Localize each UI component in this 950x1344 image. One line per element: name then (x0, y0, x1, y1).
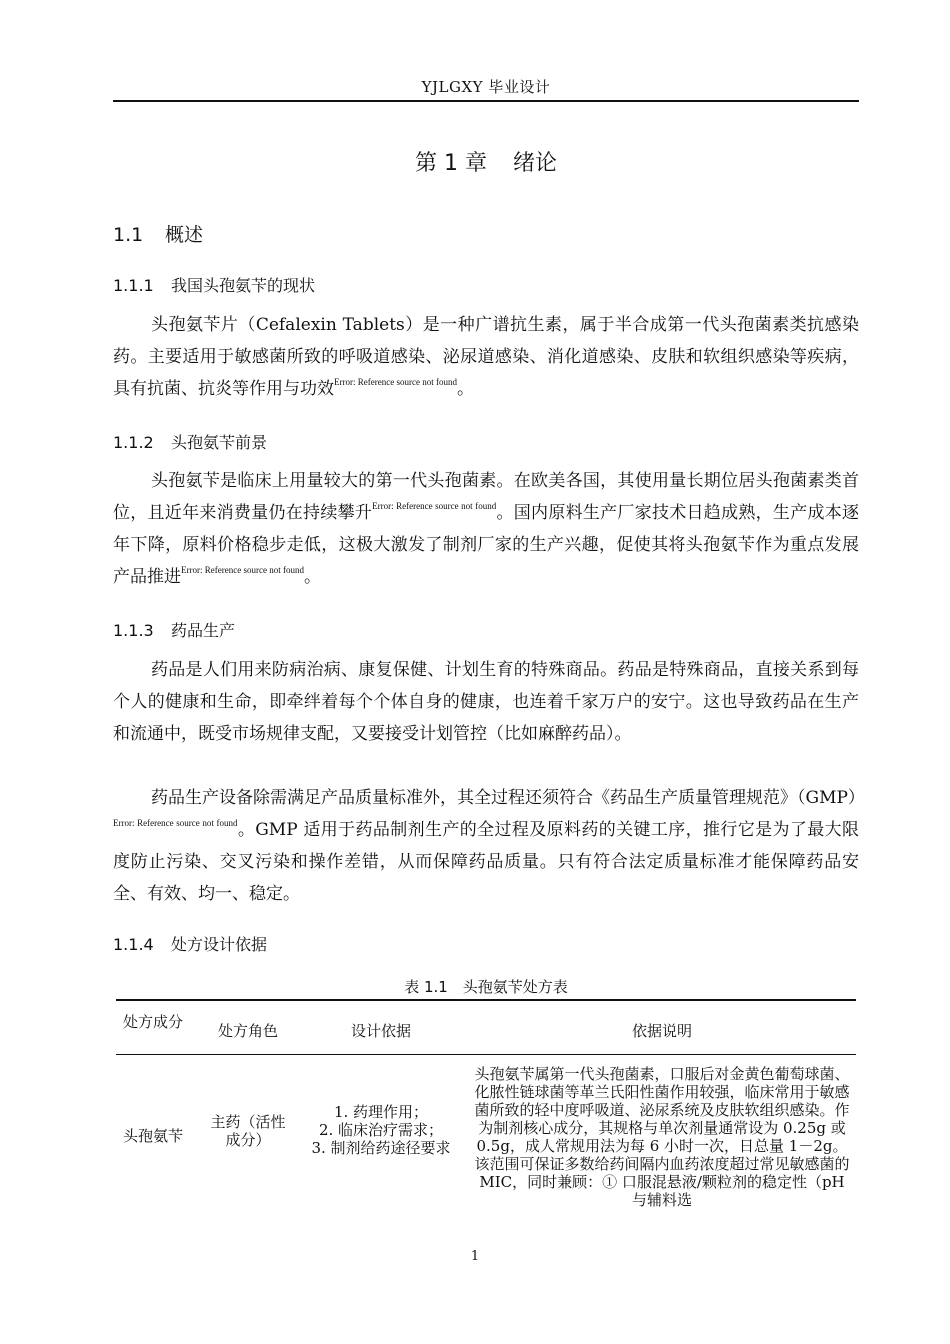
table-header-rule (116, 1054, 856, 1055)
table-cell-role: 主药（活性成分） (210, 1113, 286, 1149)
subsection-heading (113, 932, 267, 955)
table-cell-description: 头孢氨苄属第一代头孢菌素，口服后对金黄色葡萄球菌、化脓性链球菌等革兰氏阳性菌作用较强，临床常用于敏感菌所致的轻中度呼吸道、泌尿系统及皮肤软组织感染。作为制剂核心成分，其规格与单次剂量通常设为 0.25g 或 0.5g，成人常规用法为每 6 小时一次，日总量 1－2g。该范围可保证多数给药间隔内血药浓度超过常见敏感菌的 MIC，同时兼顾：① 口服混悬液/颗粒剂的稳定性（pH 与辅料选 (474, 1065, 850, 1209)
basis-item: 3. 制剂给药途径要求 (311, 1139, 451, 1157)
table-header-cell: 设计依据 (350, 1022, 411, 1040)
paragraph-text: 药品生产设备除需满足产品质量标准外，其全过程还须符合《药品生产质量管理规范》（GMP） (151, 788, 865, 808)
table-cell-basis (304, 1103, 458, 1157)
subsection-heading (113, 273, 315, 296)
section-title: 概述 (165, 224, 204, 246)
subsection-number: 1.1.1 (113, 276, 154, 295)
subsection-title: 药品生产 (171, 621, 236, 640)
chapter-heading (113, 146, 859, 177)
paragraph-text: 头孢氨苄片（Cefalexin Tablets）是一种广谱抗生素，属于半合成第一代头孢菌素类抗感染药。主要适用于敏感菌所致的呼吸道感染、泌尿道感染、消化道感染、皮肤和软组织感染等疾病，具有抗菌、抗炎等作用与功效 (113, 315, 859, 399)
chapter-number: 第 1 章 (415, 151, 487, 176)
citation-error: Error: Reference source not found (372, 501, 497, 511)
citation-error: Error: Reference source not found (334, 377, 457, 387)
section-heading (113, 220, 203, 247)
subsection-number: 1.1.4 (113, 935, 154, 954)
paragraph-end: 。 (456, 379, 474, 399)
subsection-heading (113, 430, 267, 453)
paragraph-text: 。国内原料生产厂家技术日趋成熟，生产成本逐年下降，原料价格稳步走低，这极大激发了制剂厂家的生产兴趣，促使其将头孢氨苄作为重点发展产品推进 (113, 503, 860, 587)
running-header: YJLGXY 毕业设计 (421, 78, 551, 96)
table-caption: 表 1.1 头孢氨苄处方表 (404, 978, 568, 996)
paragraph (113, 465, 859, 593)
subsection-title: 头孢氨苄前景 (171, 433, 268, 452)
paragraph-end: 。 (303, 567, 321, 587)
chapter-title: 绪论 (512, 151, 557, 176)
table-header-cell: 处方成分 (123, 1013, 184, 1031)
table-header-cell: 处方角色 (217, 1022, 278, 1040)
paragraph-text: 。GMP 适用于药品制剂生产的全过程及原料药的关键工序，推行它是为了最大限度防止污染、交叉污染和操作差错，从而保障药品质量。只有符合法定质量标准才能保障药品安全、有效、均一、稳定。 (113, 820, 860, 904)
basis-item: 2. 临床治疗需求； (318, 1121, 444, 1139)
section-number: 1.1 (113, 224, 144, 246)
table-cell-ingredient: 头孢氨苄 (123, 1127, 184, 1145)
subsection-title: 我国头孢氨苄的现状 (171, 276, 316, 295)
subsection-number: 1.1.2 (113, 433, 154, 452)
page-number: 1 (470, 1249, 480, 1264)
table-header-cell: 依据说明 (631, 1022, 692, 1040)
citation-error: Error: Reference source not found (113, 818, 238, 828)
subsection-number: 1.1.3 (113, 621, 154, 640)
table-top-rule (116, 999, 856, 1001)
paragraph (113, 782, 865, 910)
paragraph (113, 309, 859, 405)
subsection-heading (113, 618, 235, 641)
header-rule (113, 100, 859, 102)
paragraph: 药品是人们用来防病治病、康复保健、计划生育的特殊商品。药品是特殊商品，直接关系到每个人的健康和生命，即牵绊着每个个体自身的健康，也连着千家万户的安宁。这也导致药品在生产和流通中，既受市场规律支配，又要接受计划管控（比如麻醉药品）。 (113, 660, 859, 744)
subsection-title: 处方设计依据 (171, 935, 268, 954)
basis-item: 1. 药理作用； (333, 1103, 429, 1121)
paragraph-text: 头孢氨苄是临床上用量较大的第一代头孢菌素。在欧美各国，其使用量长期位居头孢菌素类首位，且近年来消费量仍在持续攀升 (113, 471, 859, 523)
citation-error: Error: Reference source not found (181, 565, 304, 575)
